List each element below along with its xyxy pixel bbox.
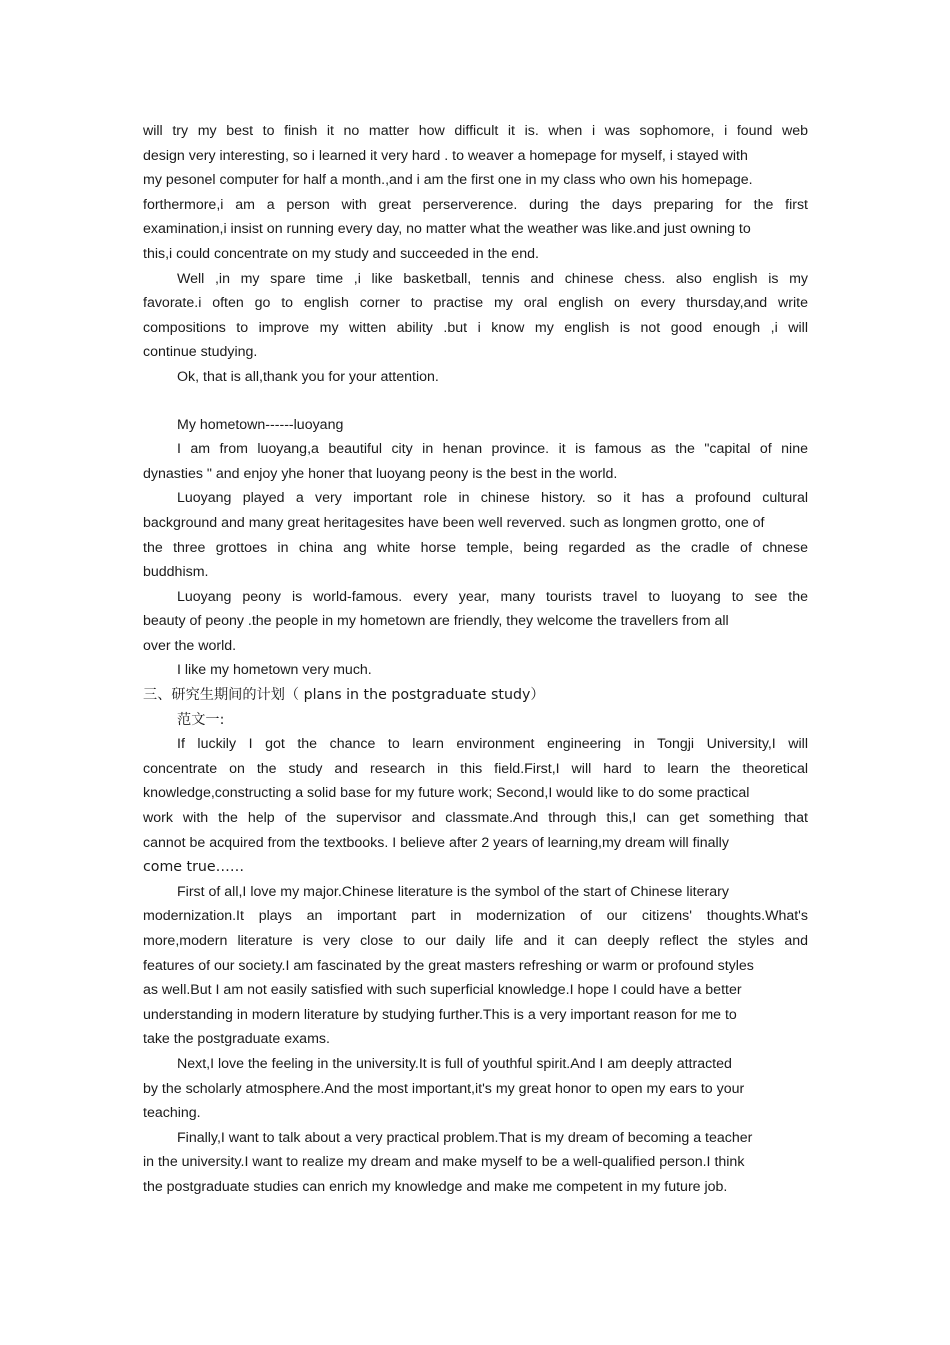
text-line: continue studying.: [143, 344, 258, 361]
text-line: Luoyang peony is world-famous. every year, many tourists travel to luoyang to see the: [177, 588, 808, 605]
text-line: If luckily I got the chance to learn environment engineering in Tongji University,I will: [177, 736, 808, 753]
document-body: [143, 119, 808, 1200]
text-line: Ok, that is all,thank you for your attention.: [177, 368, 439, 385]
text-line: the postgraduate studies can enrich my knowledge and make me competent in my future job.: [143, 1178, 728, 1195]
text-line: Luoyang played a very important role in chinese history. so it has a profound cultural: [177, 490, 808, 507]
text-line: the three grottoes in china ang white horse temple, being regarded as the cradle of chnese: [143, 539, 808, 556]
text-line: dynasties " and enjoy yhe honer that luoyang peony is the best in the world.: [143, 465, 618, 482]
text-line: Next,I love the feeling in the university.It is full of youthful spirit.And I am deeply attracted: [177, 1055, 732, 1072]
text-line: work with the help of the supervisor and classmate.And through this,I can get something that: [143, 810, 808, 827]
text-line: Finally,I want to talk about a very practical problem.That is my dream of becoming a teacher: [177, 1129, 753, 1146]
sample-label: 范文一:: [177, 711, 225, 728]
text-line: buddhism.: [143, 564, 209, 581]
text-line: I like my hometown very much.: [177, 662, 372, 679]
text-line: beauty of peony .the people in my hometown are friendly, they welcome the travellers from all: [143, 613, 729, 630]
text-line: come true……: [143, 859, 245, 876]
section-heading: 三、研究生期间的计划（ plans in the postgraduate study）: [143, 687, 545, 704]
text-line: over the world.: [143, 637, 237, 654]
text-line: I am from luoyang,a beautiful city in henan province. it is famous as the "capital of nine: [177, 441, 808, 458]
text-line: compositions to improve my witten ability .but i know my english is not good enough ,i will: [143, 319, 808, 336]
text-line: in the university.I want to realize my dream and make myself to be a well-qualified person.I think: [143, 1154, 745, 1171]
text-line: teaching.: [143, 1105, 201, 1122]
text-line: more,modern literature is very close to our daily life and it can deeply reflect the styles and: [143, 933, 808, 949]
text-line: Well ,in my spare time ,i like basketball, tennis and chinese chess. also english is my: [177, 270, 808, 287]
text-line: take the postgraduate exams.: [143, 1031, 330, 1048]
text-line: First of all,I love my major.Chinese literature is the symbol of the start of Chinese literary: [177, 883, 729, 900]
text-line: this,i could concentrate on my study and succeeded in the end.: [143, 245, 539, 262]
text-line: background and many great heritagesites have been well reverved. such as longmen grotto, one of: [143, 514, 765, 531]
essay-title: My hometown------luoyang: [177, 416, 344, 433]
text-line: will try my best to finish it no matter how difficult it is. when i was sophomore, i found web: [143, 123, 808, 139]
text-line: cannot be acquired from the textbooks. I believe after 2 years of learning,my dream will finally: [143, 834, 729, 851]
text-line: design very interesting, so i learned it very hard . to weaver a homepage for myself, i stayed with: [143, 147, 748, 164]
text-line: knowledge,constructing a solid base for my future work; Second,I would like to do some practical: [143, 785, 750, 802]
text-line: features of our society.I am fascinated by the great masters refreshing or warm or profound styles: [143, 957, 754, 974]
paragraph-gap: [143, 390, 808, 413]
text-line: by the scholarly atmosphere.And the most important,it's my great honor to open my ears to your: [143, 1080, 745, 1097]
text-line: as well.But I am not easily satisfied with such superficial knowledge.I hope I could have a better: [143, 982, 742, 999]
text-line: favorate.i often go to english corner to practise my oral english on every thursday,and write: [143, 295, 808, 312]
text-line: concentrate on the study and research in this field.First,I will hard to learn the theoretical: [143, 760, 808, 777]
text-line: my pesonel computer for half a month.,and i am the first one in my class who own his homepage.: [143, 172, 753, 189]
text-line: understanding in modern literature by studying further.This is a very important reason for me to: [143, 1006, 737, 1023]
text-line: examination,i insist on running every day, no matter what the weather was like.and just owning to: [143, 221, 751, 238]
text-line: forthermore,i am a person with great perserverence. during the days preparing for the first: [143, 196, 808, 213]
text-line: modernization.It plays an important part in modernization of our citizens' thoughts.What's: [143, 908, 808, 925]
